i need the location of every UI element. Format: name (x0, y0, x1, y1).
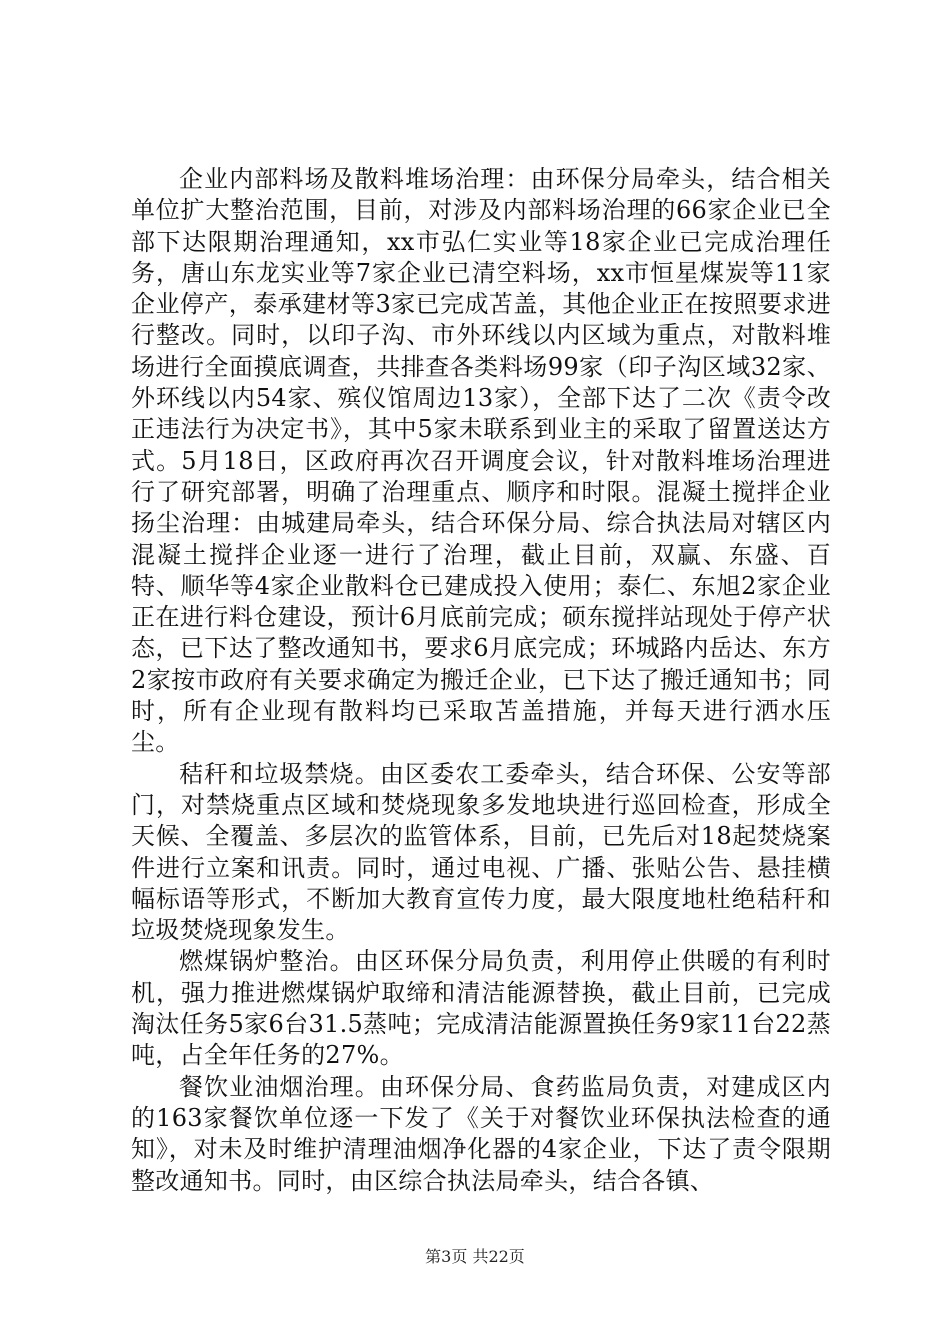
document-body (131, 164, 831, 1197)
paragraph-coal-boiler-rectification: 燃煤锅炉整治。由区环保分局负责，利用停止供暖的有利时机，强力推进燃煤锅炉取缔和清洁能源替换，截止目前，已完成淘汰任务5家6台31.5蒸吨；完成清洁能源置换任务9家11台22蒸吨，占全年任务的27%。 (131, 947, 831, 1070)
paragraph-catering-fume-governance: 餐饮业油烟治理。由环保分局、食药监局负责，对建成区内的163家餐饮单位逐一下发了《关于对餐饮业环保执法检查的通知》，对未及时维护清理油烟净化器的4家企业，下达了责令限期整改通知书。同时，由区综合执法局牵头，结合各镇、 (131, 1072, 831, 1195)
paragraph-straw-burning-ban: 秸秆和垃圾禁烧。由区委农工委牵头，结合环保、公安等部门，对禁烧重点区域和焚烧现象多发地块进行巡回检查，形成全天候、全覆盖、多层次的监管体系，目前，已先后对18起焚烧案件进行立案和讯责。同时，通过电视、广播、张贴公告、悬挂横幅标语等形式，不断加大教育宣传力度，最大限度地杜绝秸秆和垃圾焚烧现象发生。 (131, 759, 831, 945)
paragraph-material-yard-governance: 企业内部料场及散料堆场治理：由环保分局牵头，结合相关单位扩大整治范围，目前，对涉及内部料场治理的66家企业已全部下达限期治理通知，xx市弘仁实业等18家企业已完成治理任务，唐山东龙实业等7家企业已清空料场，xx市恒星煤炭等11家企业停产，泰承建材等3家已完成苫盖，其他企业正在按照要求进行整改。同时，以印子沟、市外环线以内区域为重点，对散料堆场进行全面摸底调查，共排查各类料场99家（印子沟区域32家、外环线以内54家、殡仪馆周边13家），全部下达了二次《责令改正违法行为决定书》，其中5家未联系到业主的采取了留置送达方式。5月18日，区政府再次召开调度会议，针对散料堆场治理进行了研究部署，明确了治理重点、顺序和时限。混凝土搅拌企业扬尘治理：由城建局牵头，结合环保分局、综合执法局对辖区内混凝土搅拌企业逐一进行了治理，截止目前，双赢、东盛、百特、顺华等4家企业散料仓已建成投入使用；泰仁、东旭2家企业正在进行料仓建设，预计6月底前完成；硕东搅拌站现处于停产状态，已下达了整改通知书，要求6月底完成；环城路内岳达、东方2家按市政府有关要求确定为搬迁企业，已下达了搬迁通知书；同时，所有企业现有散料均已采取苫盖措施，并每天进行洒水压尘。 (131, 165, 831, 757)
page-number-footer: 第3页 共22页 (425, 1247, 525, 1266)
